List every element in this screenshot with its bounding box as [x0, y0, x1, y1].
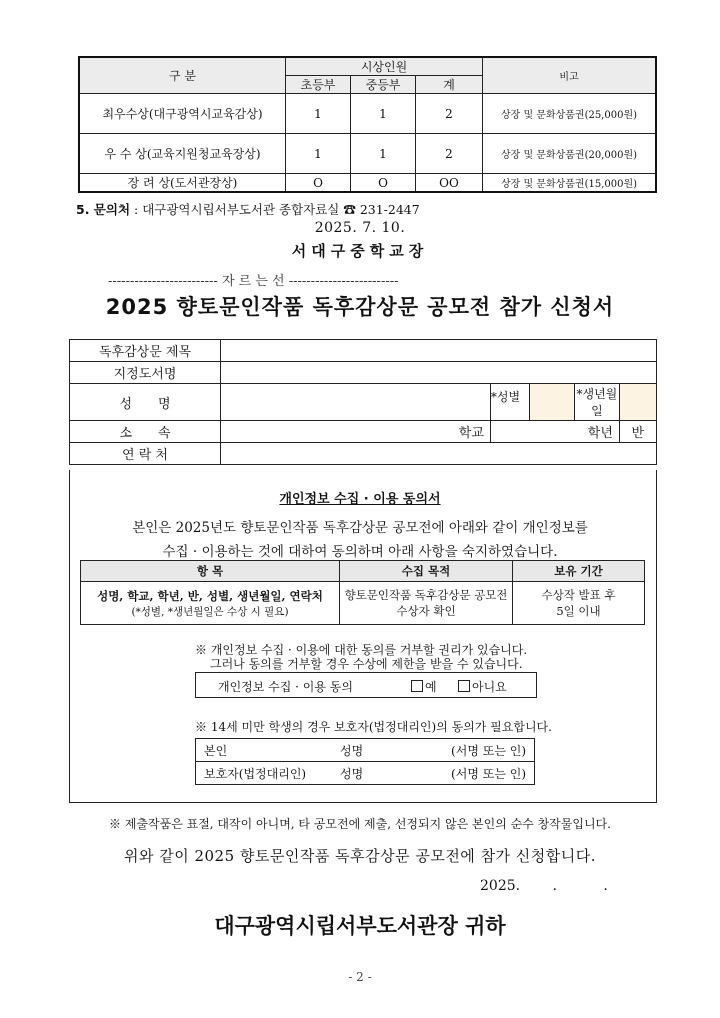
page-number: - 2 -: [348, 970, 372, 984]
name-field[interactable]: [221, 384, 491, 421]
self-label: 본인: [196, 739, 333, 762]
school-field[interactable]: [221, 421, 491, 443]
contact-line: [76, 200, 420, 218]
award-note: 상장 및 문화상품권(15,000원): [483, 174, 657, 193]
consent-paragraph-2: 수집 · 이용하는 것에 대하여 동의하며 아래 사항을 숙지하였습니다.: [162, 544, 558, 560]
items-list: 성명, 학교, 학년, 반, 성별, 생년월일, 연락처: [97, 588, 323, 603]
essay-title-field[interactable]: [221, 340, 657, 362]
items-cell: [81, 582, 340, 625]
header-count: 시상인원: [286, 57, 483, 76]
purpose-line-2: 수상자 확인: [396, 604, 456, 618]
header-purpose: 수집 목적: [340, 561, 513, 582]
contact-field[interactable]: [221, 443, 657, 465]
principal-signature: 서대구중학교장: [291, 242, 429, 260]
award-mid: 1: [351, 94, 416, 134]
award-note: 상장 및 문화상품권(20,000원): [483, 134, 657, 174]
award-mid: 1: [351, 134, 416, 174]
notice-date: 2025. 7. 10.: [314, 220, 406, 236]
award-elem: 1: [286, 94, 351, 134]
purpose-cell: [340, 582, 513, 625]
award-mid: O: [351, 174, 416, 193]
school-suffix: 학교: [458, 426, 484, 441]
agree-no-label: 아니요: [472, 680, 507, 694]
name-label: 성 명: [70, 384, 221, 421]
table-row: [79, 94, 656, 134]
birth-label: *생년월일: [574, 384, 619, 421]
form-title: 2025 향토문인작품 독후감상문 공모전 참가 신청서: [105, 295, 615, 319]
consent-note-3: ※ 14세 미만 학생의 경우 보호자(법정대리인)의 동의가 필요합니다.: [195, 720, 552, 734]
consent-title: 개인정보 수집 · 이용 동의서: [279, 492, 441, 507]
award-total: 2: [416, 134, 483, 174]
award-total: OO: [416, 174, 483, 193]
award-note: 상장 및 문화상품권(25,000원): [483, 94, 657, 134]
items-note: (*성별, *생년월일은 수상 시 필요): [131, 605, 289, 618]
class-suffix: 반: [631, 426, 644, 441]
consent-paragraph-1: 본인은 2025년도 향토문인작품 독후감상문 공모전에 아래와 같이 개인정보를: [132, 520, 588, 536]
consent-items-table: [80, 560, 645, 625]
header-note: 비고: [483, 57, 657, 94]
award-name: 최우수상(대구광역시교육감상): [79, 94, 286, 134]
award-name: 장 려 상(도서관장상): [79, 174, 286, 193]
addressee: 대구광역시립서부도서관장 귀하: [214, 914, 506, 938]
originality-note: ※ 제출작품은 표절, 대작이 아니며, 타 공모전에 제출, 선정되지 않은 본인의 순수 창작물입니다.: [109, 817, 611, 831]
period-cell: [513, 582, 645, 625]
checkbox-icon[interactable]: [458, 680, 470, 692]
contact-text: : 대구광역시립서부도서관 종합자료실 ☎ 231-2447: [134, 202, 420, 217]
agree-yes-option[interactable]: [411, 678, 437, 695]
apply-date: 2025. . .: [480, 878, 608, 894]
contact-label: 5. 문의처: [76, 202, 131, 217]
award-elem: 1: [286, 134, 351, 174]
birth-field[interactable]: [619, 384, 656, 421]
guardian-label: 보호자(법정대리인): [196, 762, 333, 785]
essay-title-label: 독후감상문 제목: [70, 340, 221, 362]
agree-no-option[interactable]: [458, 678, 507, 695]
consent-note-2: 그러나 동의를 거부할 경우 수상에 제한을 받을 수 있습니다.: [210, 657, 523, 671]
grade-suffix: 학년: [587, 426, 613, 441]
agree-yes-label: 예: [425, 680, 437, 694]
header-item: 항 목: [81, 561, 340, 582]
signature-table: [195, 738, 535, 785]
header-division: 구 분: [79, 57, 286, 94]
guardian-sign[interactable]: (서명 또는 인): [438, 762, 535, 785]
award-table: [78, 56, 657, 193]
consent-note-1: ※ 개인정보 수집 · 이용에 대한 동의를 거부할 권리가 있습니다.: [195, 643, 528, 657]
header-total: 계: [416, 76, 483, 94]
gender-field[interactable]: [529, 384, 574, 421]
class-field[interactable]: [619, 421, 656, 443]
agree-label: 개인정보 수집 · 이용 동의: [218, 680, 353, 694]
award-elem: O: [286, 174, 351, 193]
gender-label: *성별: [490, 384, 529, 421]
period-line-2: 5일 이내: [556, 604, 601, 618]
header-period: 보유 기간: [513, 561, 645, 582]
checkbox-icon[interactable]: [411, 680, 423, 692]
award-total: 2: [416, 94, 483, 134]
table-row: [79, 134, 656, 174]
cut-line: ------------------------- 자 르 는 선 -------------------------: [108, 274, 399, 289]
self-sign[interactable]: (서명 또는 인): [438, 739, 535, 762]
header-elementary: 초등부: [286, 76, 351, 94]
period-line-1: 수상작 발표 후: [541, 588, 616, 602]
grade-field[interactable]: [490, 421, 619, 443]
purpose-line-1: 향토문인작품 독후감상문 공모전: [344, 588, 508, 602]
affiliation-label: 소 속: [70, 421, 221, 443]
contact-label-cell: 연 락 처: [70, 443, 221, 465]
book-label: 지정도서명: [70, 362, 221, 384]
agree-row: [195, 672, 537, 698]
table-row: [79, 174, 656, 193]
award-name: 우 수 상(교육지원청교육장상): [79, 134, 286, 174]
application-form: [69, 339, 657, 465]
guardian-name-label[interactable]: 성명: [332, 762, 438, 785]
header-middle: 중등부: [351, 76, 416, 94]
apply-statement: 위와 같이 2025 향토문인작품 독후감상문 공모전에 참가 신청합니다.: [123, 847, 597, 865]
self-name-label[interactable]: 성명: [332, 739, 438, 762]
book-field[interactable]: [221, 362, 657, 384]
